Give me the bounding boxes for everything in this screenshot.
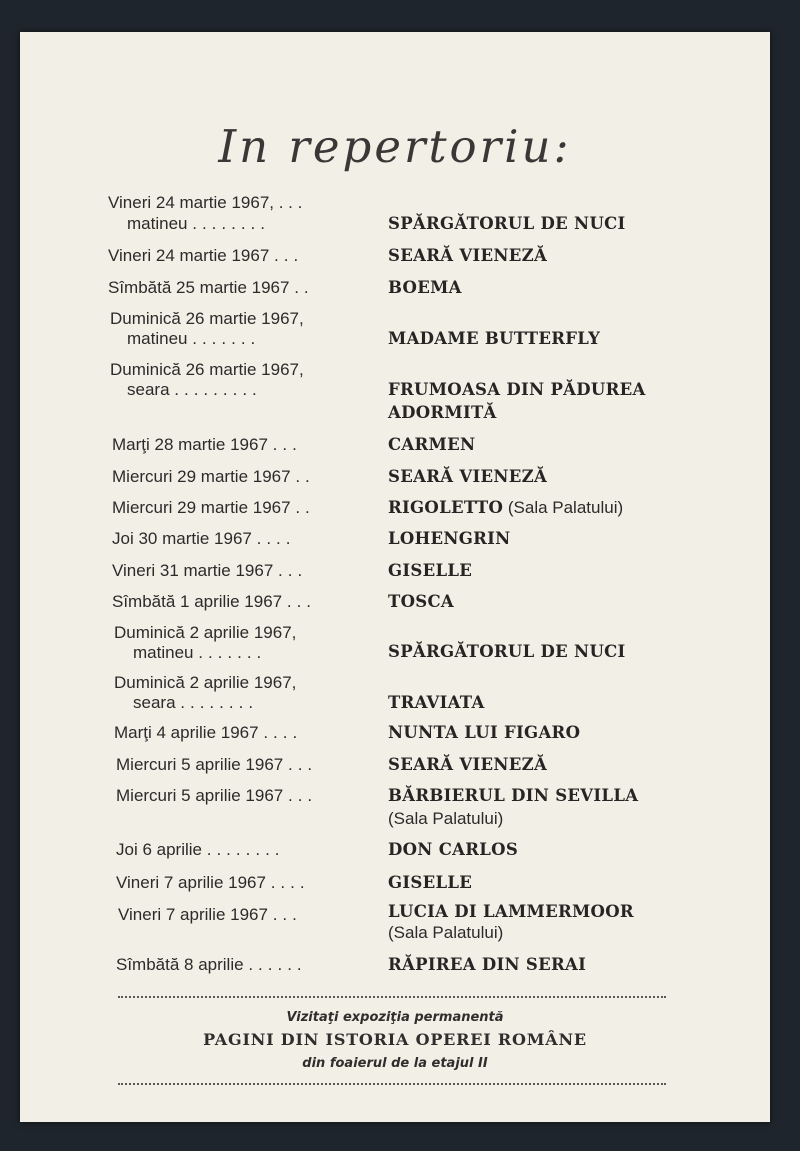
program-page	[20, 32, 770, 1122]
entry-show: RIGOLETTO (Sala Palatului)	[388, 498, 624, 517]
entry-venue: (Sala Palatului)	[507, 498, 624, 517]
entry-date-cont: seara ........	[133, 693, 259, 712]
entry-date: Joi 30 martie 1967 ....	[112, 529, 296, 548]
entry-date: Miercuri 5 aprilie 1967 ...	[116, 755, 318, 774]
entry-show: SEARĂ VIENEZĂ	[388, 467, 548, 486]
entry-show: SEARĂ VIENEZĂ	[388, 755, 548, 774]
entry-show: TRAVIATA	[388, 693, 485, 712]
entry-show: CARMEN	[388, 435, 476, 454]
entry-date: Marţi 4 aprilie 1967 ....	[114, 723, 303, 742]
entry-venue: (Sala Palatului)	[388, 923, 504, 942]
entry-show: BĂRBIERUL DIN SEVILLA	[388, 786, 639, 805]
entry-date: Sîmbătă 8 aprilie ......	[116, 955, 307, 974]
entry-date-cont: seara .........	[127, 380, 262, 399]
entry-show: SPĂRGĂTORUL DE NUCI	[388, 642, 626, 661]
entry-show: DON CARLOS	[388, 840, 519, 859]
entry-show: MADAME BUTTERFLY	[388, 329, 601, 348]
entry-date: Duminică 2 aprilie 1967,	[114, 623, 297, 642]
entry-date: Joi 6 aprilie ........	[116, 840, 285, 859]
exhibition-title: PAGINI DIN ISTORIA OPEREI ROMÂNE	[203, 1030, 587, 1049]
entry-show: FRUMOASA DIN PĂDUREA	[388, 380, 646, 399]
entry-show: GISELLE	[388, 873, 473, 892]
entry-show: RĂPIREA DIN SERAI	[388, 955, 587, 974]
entry-date: Vineri 24 martie 1967, . . .	[108, 193, 303, 212]
entry-date: Miercuri 29 martie 1967 ..	[112, 498, 315, 517]
entry-date-cont: matineu ........	[127, 214, 271, 233]
entry-date: Vineri 24 martie 1967 ...	[108, 246, 304, 265]
exhibition-invite: Vizitaţi expoziţia permanentă	[286, 1010, 504, 1025]
entry-show: NUNTA LUI FIGARO	[388, 723, 581, 742]
entry-date: Miercuri 29 martie 1967 ..	[112, 467, 315, 486]
entry-venue: (Sala Palatului)	[388, 809, 504, 828]
entry-show: SEARĂ VIENEZĂ	[388, 246, 548, 265]
divider-bottom	[118, 1083, 666, 1085]
entry-date: Vineri 31 martie 1967 ...	[112, 561, 308, 580]
entry-show: GISELLE	[388, 561, 473, 580]
entry-date: Vineri 7 aprilie 1967 ...	[118, 905, 302, 924]
entry-show-cont: ADORMITĂ	[388, 403, 497, 422]
entry-date: Sîmbătă 1 aprilie 1967 ...	[112, 592, 317, 611]
entry-date: Duminică 26 martie 1967,	[110, 309, 304, 328]
entry-date: Vineri 7 aprilie 1967 ....	[116, 873, 310, 892]
entry-show: SPĂRGĂTORUL DE NUCI	[388, 214, 626, 233]
exhibition-location: din foaierul de la etajul II	[302, 1056, 488, 1071]
entry-date: Duminică 2 aprilie 1967,	[114, 673, 297, 692]
entry-date: Sîmbătă 25 martie 1967 ..	[108, 278, 314, 297]
entry-show: TOSCA	[388, 592, 455, 611]
entry-show: LUCIA DI LAMMERMOOR	[388, 902, 634, 921]
page-title: In repertoriu:	[218, 120, 572, 173]
entry-show: LOHENGRIN	[388, 529, 511, 548]
entry-date: Miercuri 5 aprilie 1967 ...	[116, 786, 318, 805]
divider-top	[118, 996, 666, 998]
entry-date: Duminică 26 martie 1967,	[110, 360, 304, 379]
entry-date-cont: matineu .......	[127, 329, 261, 348]
entry-show: BOEMA	[388, 278, 462, 297]
entry-date-cont: matineu .......	[133, 643, 267, 662]
entry-date: Marţi 28 martie 1967 ...	[112, 435, 302, 454]
